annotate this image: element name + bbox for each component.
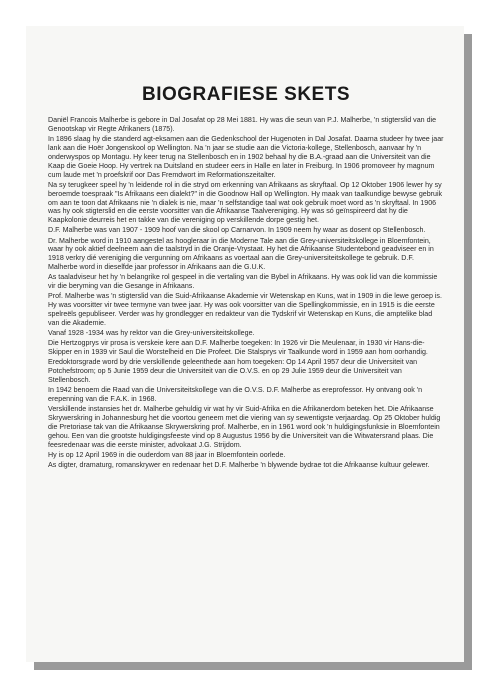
paragraph-professor: Dr. Malherbe word in 1910 aangestel as hoogleraar in die Moderne Tale aan die Grey-universiteitskollege in Bloemfontein, waar hy ook aktief deelneem aan die taalstryd in die Oranje-Vrystaat. Hy het die Afrikaanse Studentebond geadviseer en in 1918 verkry dié vereniging die vergunning om Afrikaans as voertaal aan die Grey-universiteitskollege te gebruik. D.F. Malherbe word in dieselfde jaar professor in Afrikaans aan die G.U.K. bbox=[48, 236, 434, 272]
paragraph-death: Hy is op 12 April 1969 in die ouderdom van 88 jaar in Bloemfontein oorlede. bbox=[48, 450, 286, 459]
paragraph-honorary-doctorates: Eredoktorsgrade word by drie verskillende geleenthede aan hom toegeken: Op 14 April 1957 deur die Universiteit van Potchefstroom; op 5 Junie 1959 deur die Universiteit van die O.V.S. en op 29 Julie 1959 deur die Universiteit van Stellenbosch. bbox=[48, 358, 418, 385]
document-page bbox=[26, 26, 464, 662]
paragraph-legacy: As digter, dramaturg, romanskrywer en redenaar het D.F. Malherbe 'n blywende bydrae tot die Afrikaanse kultuur gelewer. bbox=[48, 460, 430, 469]
paragraph-education: In 1896 slaag hy die standerd agt-eksamen aan die Gedenkschool der Hugenoten in Dal Josafat. Daarna studeer hy twee jaar lank aan die Hoër Jongenskool op Wellington. Na 'n jaar se studie aan die Victoria-kollege, Stellenbosch, aanvaar hy 'n onderwyspos op Montagu. Hy keer terug na Stellenbosch en in 1902 behaal hy die B.A.-graad aan die Universiteit van die Kaap die Goeie Hoop. Hy vertrek na Duitsland en studeer eers in Halle en later in Freiburg. In 1906 promoveer hy magnum cum laude met 'n proefskrif oor Das Fremdwort im Reformationszeitalter. bbox=[48, 135, 444, 179]
paragraph-hertzogprys: Die Hertzogprys vir prosa is verskeie kere aan D.F. Malherbe toegeken: In 1926 vir Die Meulenaar, in 1930 vir Hans-die-Skipper en in 1939 vir Saul die Worstelheid en Die Profeet. Die Stalsprys vir Taalkunde word in 1959 aan hom oorhandig. bbox=[48, 339, 428, 357]
paragraph-akademie: Prof. Malherbe was 'n stigterslid van die Suid-Afrikaanse Akademie vir Wetenskap en Kuns, wat in 1909 in die lewe geroep is. Hy was voorsitter vir twee termyne van twee jaar. Hy was ook voorsitter van die Spellingkommissie, en in 1915 is die eerste spelreëls gepubliseer. Verder was hy grondlegger en redakteur van die Tydskrif vir Wetenskap en Kuns, die amptelike blad van die Akademie. bbox=[48, 292, 442, 328]
paragraph-honours: Verskillende instansies het dr. Malherbe gehuldig vir wat hy vir Suid-Afrika en die Afrikanerdom beteken het. Die Afrikaanse Skrywerskring in Johannesburg het die voortou geneem met die viering van sy sewentigste verjaardag. Op 25 Oktober huldig die Pretoriase tak van die Afrikaanse Skrywerskring prof. Malherbe, en in 1961 word ook 'n huldigingsfunksie in Bloemfontein gehou. Een van die grootste huldigingsfeeste vind op 8 Augustus 1956 by die Universiteit van die Witwatersrand plaas. Die feesredenaar was die eerste minister, advokaat J.G. Strijdom. bbox=[48, 405, 441, 449]
paragraph-rector: Vanaf 1928 -1934 was hy rektor van die Grey-universiteitskollege. bbox=[48, 329, 255, 338]
paragraph-carnarvon: D.F. Malherbe was van 1907 - 1909 hoof van die skool op Carnarvon. In 1909 neem hy waar as dosent op Stellenbosch. bbox=[48, 226, 426, 235]
document-title: BIOGRAFIESE SKETS bbox=[141, 84, 351, 105]
paragraph-birth: Daniël Francois Malherbe is gebore in Dal Josafat op 28 Mei 1881. Hy was die seun van P.J. Malherbe, 'n stigterslid van die Genootskap vir Regte Afrikaners (1875). bbox=[48, 116, 437, 133]
paragraph-honorary-professor: In 1942 benoem die Raad van die Universiteitskollege van die O.V.S. D.F. Malherbe as ereprofessor. Hy ontvang ook 'n erepenning van die F.A.K. in 1968. bbox=[48, 386, 423, 404]
paragraph-bible-translation: As taaladviseur het hy 'n belangrike rol gespeel in die vertaling van die Bybel in Afrikaans. Hy was ook lid van die kommissie vir die beryming van die Gesange in Afrikaans. bbox=[48, 273, 438, 291]
paragraph-language-struggle: Na sy terugkeer speel hy 'n leidende rol in die stryd om erkenning van Afrikaans as skryftaal. Op 12 Oktober 1906 lewer hy sy beroemde toespraak "Is Afrikaans een dialekt?" in die Goodnow Hall op Wellington. Hy maak van taalkundige bewyse gebruik om aan te toon dat Afrikaans nie 'n dialek is nie, maar 'n selfstandige taal wat ook gebruik moet word as 'n skryftaal. In 1906 was hy ook stigterslid en die eerste voorsitter van die Afrikaanse Taalvereniging. Hy was só geïnspireerd dat hy die Kaapkolonie deurreis het en takke van die vereniging op verskillende dorpe gestig het. bbox=[48, 180, 443, 225]
